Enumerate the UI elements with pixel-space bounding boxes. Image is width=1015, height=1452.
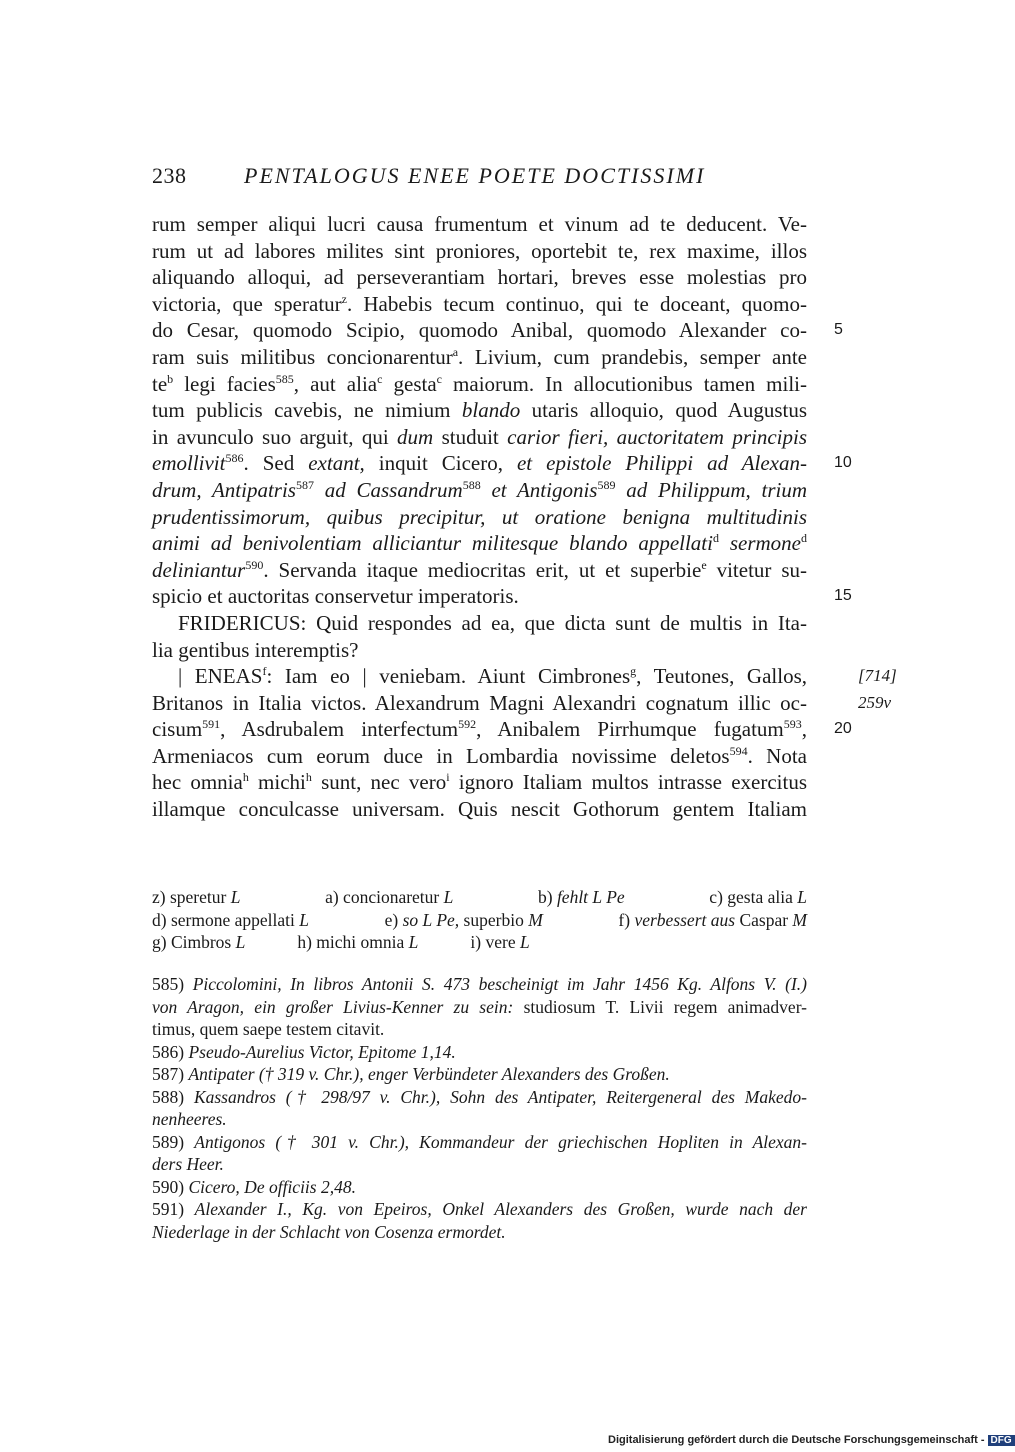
text-span: Britanos in Italia victos. Alexandrum Magni Alexandri cognatum illic oc- xyxy=(152,690,807,715)
text-span: gesta xyxy=(382,371,437,396)
text-line xyxy=(152,530,807,557)
apparatus-ref: z xyxy=(341,291,347,306)
apparatus-ref: c xyxy=(436,371,442,386)
apparatus-ref: e xyxy=(701,557,707,572)
apparatus-ref: c xyxy=(377,371,383,386)
italic-span: deliniantur xyxy=(152,557,246,582)
text-span: . Sed xyxy=(243,451,309,476)
apparatus-ref: b xyxy=(167,371,174,386)
apparatus-entry: d) sermone appellati L xyxy=(152,909,309,930)
italic-span: extant, xyxy=(308,451,365,476)
text-span: vitetur su- xyxy=(706,557,808,582)
apparatus-entry: b) fehlt L Pe xyxy=(537,887,625,907)
apparatus-entry: c) gesta alia L xyxy=(709,887,807,907)
apparatus-row xyxy=(152,886,807,909)
dfg-logo: DFG xyxy=(988,1435,1015,1446)
text-span: utaris alloquio, quod Augustus xyxy=(520,398,807,423)
text-span: : Iam eo | veniebam. Aiunt Cimbrones xyxy=(266,664,631,689)
apparatus-ref: d xyxy=(712,531,719,546)
text-line xyxy=(152,716,852,743)
italic-span: animi ad benivolentiam alliciantur militesque blando appellati xyxy=(152,531,713,556)
text-span: tum publicis cavebis, ne nimium xyxy=(152,398,462,423)
text-span: , Asdrubalem interfectum xyxy=(220,717,459,742)
text-span: te xyxy=(152,371,168,396)
footnote-ref: 589 xyxy=(597,477,616,492)
text-line xyxy=(152,424,807,451)
text-line xyxy=(152,557,807,584)
footnote-ref: 594 xyxy=(729,743,748,758)
text-span: cisum xyxy=(152,717,203,742)
text-span: legi facies xyxy=(173,371,276,396)
text-line xyxy=(152,796,807,823)
italic-span: dum xyxy=(397,424,434,449)
text-line xyxy=(152,504,807,531)
text-line xyxy=(152,663,897,690)
footnote-ref: 593 xyxy=(783,717,802,732)
footnotes xyxy=(152,973,807,1243)
margin-note: 259v xyxy=(858,692,892,712)
text-span: ignoro Italiam multos intrasse exercitus xyxy=(449,770,807,795)
apparatus-ref: f xyxy=(262,664,267,679)
apparatus-ref: h xyxy=(242,770,249,785)
text-span: , aut alia xyxy=(293,371,378,396)
line-number: 20 xyxy=(834,720,852,738)
text-span: | ENEAS xyxy=(178,664,263,689)
page-header xyxy=(152,163,812,189)
text-line xyxy=(152,477,807,504)
apparatus-row xyxy=(152,931,807,954)
text-line xyxy=(152,690,892,717)
text-line xyxy=(152,317,843,344)
footnote-line: ders Heer. xyxy=(152,1154,224,1174)
italic-span: blando xyxy=(461,398,521,423)
text-span: illamque conculcasse universam. Quis nescit Gothorum gentem Italiam xyxy=(152,797,807,822)
text-span: do Cesar, quomodo Scipio, quomodo Anibal, quomodo Alexander co- xyxy=(152,318,807,343)
text-line xyxy=(152,211,807,238)
text-span: lia gentibus interemptis? xyxy=(152,637,359,662)
footnote-line: timus, quem saepe testem citavit. xyxy=(152,1019,385,1039)
italic-span: prudentissimorum, quibus precipitur, ut oratione benigna multitudinis xyxy=(152,504,807,529)
italic-span: ad Cassandrum xyxy=(313,477,463,502)
apparatus-entry: e) so L Pe, superbio M xyxy=(384,909,543,930)
text-span: . Nota xyxy=(747,743,807,768)
footnote-ref: 588 xyxy=(462,477,481,492)
text-span: aliquando alloqui, ad perseverantiam hortari, breves esse molestias pro xyxy=(152,265,807,290)
credit-text: Digitalisierung gefördert durch die Deutsche Forschungsgemeinschaft - xyxy=(608,1434,985,1446)
apparatus-entry: g) Cimbros L xyxy=(152,932,246,952)
text-span: , xyxy=(801,717,807,742)
apparatus-entry: z) speretur L xyxy=(152,887,241,907)
footnote-ref: 591 xyxy=(202,717,221,732)
text-span: maiorum. In allocutionibus tamen mili- xyxy=(441,371,808,396)
text-span: hec omnia xyxy=(152,770,243,795)
running-title: PENTALOGUS ENEE POETE DOCTISSIMI xyxy=(244,163,706,188)
text-span: inquit Cicero, xyxy=(364,451,517,476)
footnote-line: 591) Alexander I., Kg. von Epeiros, Onkel Alexanders des Großen, wurde nach der xyxy=(152,1199,807,1219)
text-span: spicio et auctoritas conservetur imperatoris. xyxy=(152,584,519,609)
text-line xyxy=(152,344,807,371)
text-span: Armeniacos cum eorum duce in Lombardia novissime deletos xyxy=(152,743,730,768)
italic-span: et epistole Philippi ad Alexan- xyxy=(516,451,807,476)
critical-apparatus xyxy=(152,886,807,954)
text-line xyxy=(152,291,807,318)
footnote-ref: 587 xyxy=(295,477,314,492)
apparatus-ref: a xyxy=(452,344,459,359)
footnote-line: 588) Kassandros († 298/97 v. Chr.), Sohn des Antipater, Reitergeneral des Makedo- xyxy=(152,1086,807,1107)
text-span: victoria, que speratur xyxy=(152,291,342,316)
text-span: . Habebis tecum continuo, qui te doceant, quomo- xyxy=(346,291,808,316)
italic-span: drum, Antipatris xyxy=(152,477,296,502)
text-line xyxy=(152,743,807,770)
footnote-ref: 586 xyxy=(225,451,244,466)
italic-span: emollivit xyxy=(152,451,226,476)
main-text xyxy=(152,211,897,823)
text-line xyxy=(152,397,807,424)
text-span: in avunculo suo arguit, qui xyxy=(152,424,398,449)
apparatus-ref: d xyxy=(801,531,808,546)
footnote-line: Niederlage in der Schlacht von Cosenza ermordet. xyxy=(152,1221,506,1242)
apparatus-ref: g xyxy=(630,664,637,679)
apparatus-ref: i xyxy=(446,770,450,785)
text-span: . Servanda itaque mediocritas erit, ut et superbie xyxy=(263,557,702,582)
apparatus-entry: h) michi omnia L xyxy=(297,932,419,952)
text-span: , Anibalem Pirrhumque fugatum xyxy=(476,717,784,742)
apparatus-row xyxy=(152,909,807,932)
text-span: sunt, nec vero xyxy=(311,770,447,795)
text-span: rum semper aliqui lucri causa frumentum et vinum ad te deducent. Ve- xyxy=(152,212,807,236)
apparatus-entry: a) concionaretur L xyxy=(325,887,454,907)
apparatus-ref: h xyxy=(305,770,312,785)
line-number: 10 xyxy=(834,454,852,472)
footnote-line: nenheeres. xyxy=(152,1109,227,1129)
italic-span: carior fieri, auctoritatem principis xyxy=(507,424,808,449)
text-line xyxy=(152,637,807,664)
text-line xyxy=(152,238,807,265)
apparatus-entry: i) vere L xyxy=(470,932,530,952)
text-line xyxy=(152,450,852,477)
italic-span: sermone xyxy=(718,531,802,556)
text-span: rum ut ad labores milites sint proniores, oportebit te, rex maxime, illos xyxy=(152,238,807,263)
text-span: FRIDERICUS: Quid respondes ad ea, que dicta sunt de multis in Ita- xyxy=(178,610,807,635)
footnote-ref: 592 xyxy=(458,717,477,732)
footnote-line: 587) Antipater († 319 v. Chr.), enger Verbündeter Alexanders des Großen. xyxy=(152,1064,670,1084)
apparatus-entry: f) verbessert aus Caspar M xyxy=(618,909,807,930)
text-line xyxy=(152,264,807,291)
line-number: 5 xyxy=(834,321,843,339)
footnote-line: 590) Cicero, De officiis 2,48. xyxy=(152,1176,356,1197)
italic-span: ad Philippum, trium xyxy=(615,477,807,502)
text-line xyxy=(152,371,807,398)
text-span: michi xyxy=(248,770,306,795)
footnote-ref: 590 xyxy=(245,557,264,572)
footnote-line: 589) Antigonos († 301 v. Chr.), Kommandeur der griechischen Hopliten in Alexan- xyxy=(152,1131,807,1152)
italic-span: et Antigonis xyxy=(480,477,598,502)
text-span: . Livium, cum prandebis, semper ante xyxy=(458,344,807,369)
footnote-line: von Aragon, ein großer Livius-Kenner zu sein: studiosum T. Livii regem animadver- xyxy=(152,996,807,1017)
margin-note: [714] xyxy=(858,666,897,686)
text-line xyxy=(152,610,807,637)
footnote-line: 586) Pseudo-Aurelius Victor, Epitome 1,14. xyxy=(152,1041,456,1062)
page-number: 238 xyxy=(152,163,187,188)
footnote-ref: 585 xyxy=(275,371,294,386)
funding-credit xyxy=(608,1434,1015,1446)
text-span: ram suis militibus concionarentur xyxy=(152,344,453,369)
text-line xyxy=(152,769,807,796)
text-line xyxy=(152,583,852,610)
footnote-line: 585) Piccolomini, In libros Antonii S. 473 bescheinigt im Jahr 1456 Kg. Alfons V. (I.) xyxy=(152,974,807,994)
line-number: 15 xyxy=(834,587,852,605)
text-span: studuit xyxy=(433,424,508,449)
text-span: , Teutones, Gallos, xyxy=(636,664,807,689)
